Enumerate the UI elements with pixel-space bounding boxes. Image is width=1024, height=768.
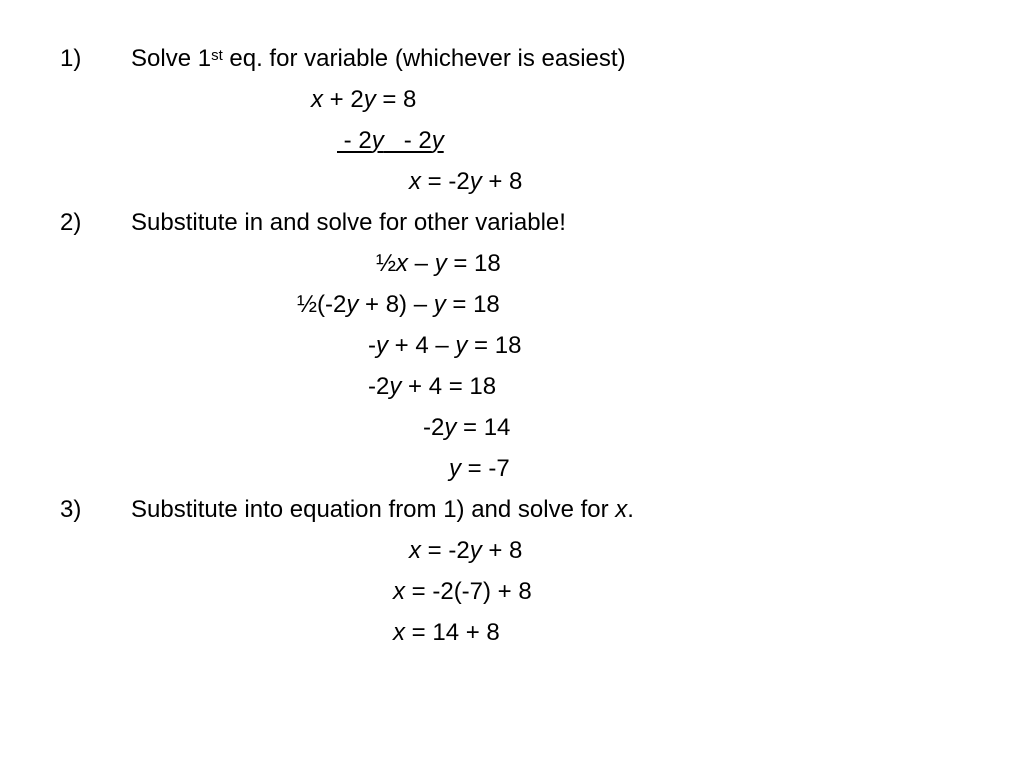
step-3-text-start: Substitute into equation from 1) and solve for	[131, 496, 616, 523]
var-y: y	[346, 291, 359, 318]
step-2-text: Substitute in and solve for other variable!	[131, 209, 566, 236]
var-y: y	[469, 537, 482, 564]
var-y: y	[449, 455, 461, 482]
eq-part: - 2	[337, 127, 372, 154]
var-y: y	[433, 291, 446, 318]
half-symbol: ½	[297, 291, 318, 318]
eq-part: + 8) –	[358, 291, 434, 318]
eq-part: = 18	[446, 250, 501, 277]
var-y: y	[371, 127, 384, 154]
step-3-text-end: .	[627, 496, 634, 523]
step-1-text-start: Solve 1	[131, 45, 212, 72]
eq-part: - 2	[383, 127, 432, 154]
var-x: x	[409, 168, 421, 195]
equation-distributed	[368, 332, 521, 360]
step-2-number: 2)	[60, 209, 82, 236]
var-y: y	[455, 332, 468, 359]
equation-x-substituted	[393, 578, 532, 606]
eq-part: -	[368, 332, 376, 359]
step-1-text-rest: eq. for variable (whichever is easiest)	[222, 45, 626, 72]
step-1-text	[131, 45, 626, 73]
half-symbol: ½	[376, 250, 397, 277]
var-x: x	[393, 578, 405, 605]
var-y: y	[469, 168, 482, 195]
equation-minus-2y-14	[423, 414, 510, 442]
eq-part: + 8	[481, 537, 523, 564]
eq-part: = -7	[461, 455, 510, 482]
eq-part: + 2	[323, 86, 364, 113]
equation-y-result	[449, 455, 510, 483]
eq-part: = 18	[467, 332, 522, 359]
var-y: y	[389, 373, 402, 400]
equation-x-solved	[409, 168, 522, 196]
var-y: y	[434, 250, 447, 277]
eq-part: + 8	[481, 168, 523, 195]
var-y: y	[363, 86, 376, 113]
var-x: x	[409, 537, 421, 564]
step-1-number: 1)	[60, 45, 82, 72]
eq-part: –	[408, 250, 435, 277]
equation-substituted	[297, 291, 500, 319]
ordinal-suffix: st	[211, 47, 223, 64]
step-3-text	[131, 496, 634, 524]
eq-part: = 8	[375, 86, 417, 113]
eq-part: = -2	[421, 537, 470, 564]
equation-x-recall	[409, 537, 522, 565]
equation-half-x-minus-y	[376, 250, 501, 278]
eq-part: = 14 + 8	[405, 619, 500, 646]
eq-part: + 4 –	[388, 332, 456, 359]
equation-subtract-2y	[337, 127, 444, 155]
var-y: y	[431, 127, 444, 154]
eq-part: = 14	[456, 414, 511, 441]
var-y: y	[376, 332, 388, 359]
step-3-number: 3)	[60, 496, 82, 523]
eq-part: = -2	[421, 168, 470, 195]
eq-part: -2	[423, 414, 445, 441]
equation-x-final	[393, 619, 500, 647]
eq-part: = -2(-7) + 8	[405, 578, 532, 605]
var-x: x	[311, 86, 323, 113]
equation-combined	[368, 373, 496, 401]
var-y: y	[444, 414, 457, 441]
eq-part: = 18	[445, 291, 500, 318]
equation-x-plus-2y	[311, 86, 416, 114]
eq-part: (-2	[317, 291, 347, 318]
var-x: x	[393, 619, 405, 646]
var-x: x	[396, 250, 409, 277]
var-x: x	[615, 496, 628, 523]
eq-part: + 4 = 18	[401, 373, 497, 400]
eq-part: -2	[368, 373, 390, 400]
